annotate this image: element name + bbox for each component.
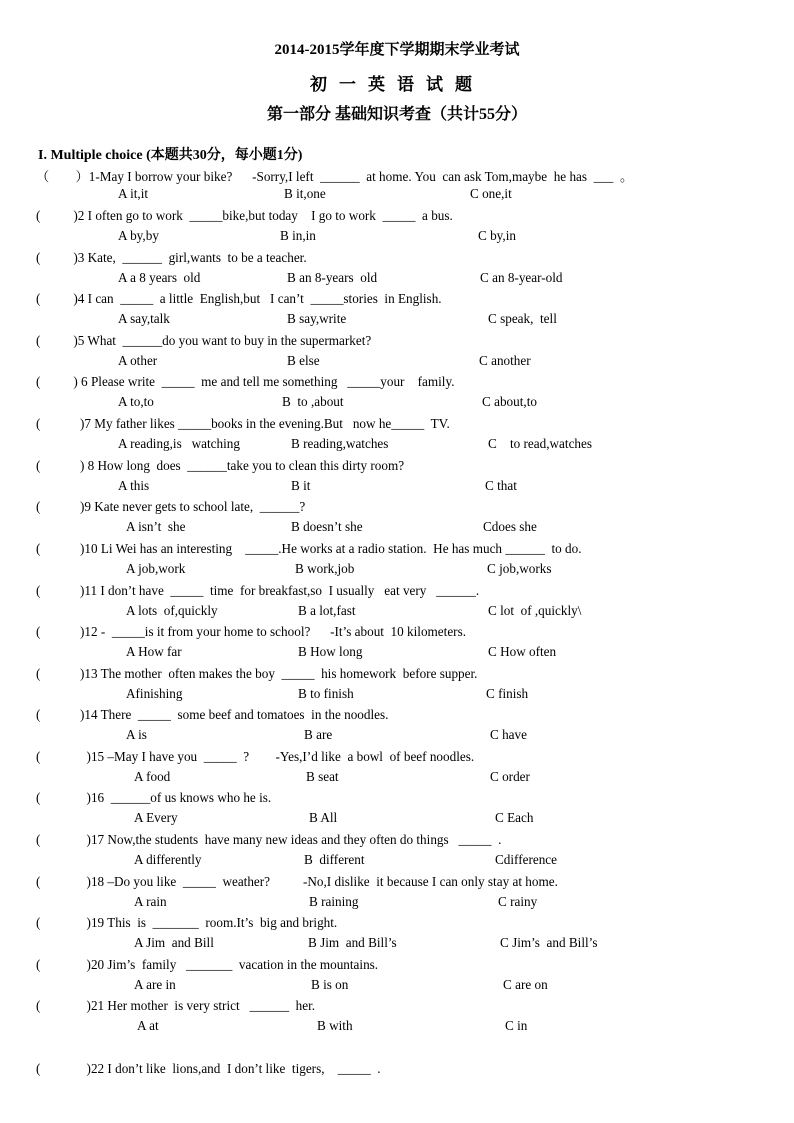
option-b: B doesn’t she	[291, 519, 363, 534]
question-stem: ( )15 –May I have you _____ ? -Yes,I’d like a bowl of beef noodles.	[36, 749, 475, 764]
option-c: C Jim’s and Bill’s	[500, 935, 598, 950]
question-stem: ( )7 My father likes _____books in the evening.But now he_____ TV.	[36, 416, 450, 431]
option-c: C in	[505, 1018, 528, 1033]
question-stem: ( )4 I can _____ a little English,but I can’t _____stories in English.	[36, 291, 442, 306]
option-c: C one,it	[470, 186, 512, 201]
option-b: B All	[309, 810, 338, 825]
question-item	[0, 666, 794, 708]
question-stem: ( )12 - _____is it from your home to school? -It’s about 10 kilometers.	[36, 624, 466, 639]
option-a: A differently	[134, 852, 202, 867]
question-stem: ( )17 Now,the students have many new ideas and they often do things _____ .	[36, 832, 502, 847]
option-b: B it,one	[284, 186, 326, 201]
option-c: C job,works	[487, 561, 552, 576]
question-item	[0, 541, 794, 583]
option-b: B How long	[298, 644, 363, 659]
question-item	[0, 874, 794, 916]
question-stem: ( )21 Her mother is very strict ______ her.	[36, 998, 316, 1013]
question-stem: ( )16 ______of us knows who he is.	[36, 790, 272, 805]
option-a: A food	[134, 769, 171, 784]
question-item	[0, 1061, 794, 1103]
question-item	[0, 583, 794, 625]
option-a: A rain	[134, 894, 167, 909]
option-a: A a 8 years old	[118, 270, 201, 285]
option-c: C finish	[486, 686, 529, 701]
option-a: A is	[126, 727, 147, 742]
option-b: B different	[304, 852, 365, 867]
question-stem: ( ) 8 How long does ______take you to clean this dirty room?	[36, 458, 405, 473]
question-item	[0, 166, 794, 208]
option-b: B it	[291, 478, 311, 493]
question-stem: ( )14 There _____ some beef and tomatoes in the noodles.	[36, 707, 389, 722]
option-b: B else	[287, 353, 320, 368]
option-a: A job,work	[126, 561, 186, 576]
option-c: C about,to	[482, 394, 537, 409]
option-a: A How far	[126, 644, 182, 659]
option-c: C lot of ,quickly\	[488, 603, 582, 618]
question-stem: （ ）1-May I borrow your bike? -Sorry,I left ______ at home. You can ask Tom,maybe he has ___ 。	[36, 169, 634, 184]
option-c: C to read,watches	[488, 436, 592, 451]
question-item	[0, 208, 794, 250]
question-stem: ( )5 What ______do you want to buy in the supermarket?	[36, 333, 372, 348]
option-c: C How often	[488, 644, 557, 659]
question-item	[0, 291, 794, 333]
option-b: B Jim and Bill’s	[308, 935, 397, 950]
part-heading: 第一部分 基础知识考查（共计55分）	[266, 106, 527, 123]
question-stem: ( )3 Kate, ______ girl,wants to be a teacher.	[36, 250, 307, 265]
option-b: B seat	[306, 769, 339, 784]
option-b: B in,in	[280, 228, 316, 243]
option-a: A this	[118, 478, 150, 493]
option-c: C another	[479, 353, 531, 368]
option-a: A say,talk	[118, 311, 170, 326]
option-c: Cdoes she	[483, 519, 537, 534]
question-item	[0, 957, 794, 999]
option-b: B work,job	[295, 561, 355, 576]
option-a: Afinishing	[126, 686, 183, 701]
question-stem: ( )11 I don’t have _____ time for breakfast,so I usually eat very ______.	[36, 583, 480, 598]
exam-subtitle: 初一英语试题	[310, 75, 484, 94]
option-a: A by,by	[118, 228, 159, 243]
option-c: C an 8-year-old	[480, 270, 563, 285]
question-item	[0, 250, 794, 292]
option-c: C are on	[503, 977, 548, 992]
option-c: C have	[490, 727, 527, 742]
question-stem: ( )18 –Do you like _____ weather? -No,I dislike it because I can only stay at home.	[36, 874, 558, 889]
question-stem: ( )13 The mother often makes the boy _____ his homework before supper.	[36, 666, 478, 681]
option-b: B is on	[311, 977, 349, 992]
option-a: A are in	[134, 977, 176, 992]
option-b: B a lot,fast	[298, 603, 356, 618]
option-c: Cdifference	[495, 852, 557, 867]
exam-title: 2014-2015学年度下学期期末学业考试	[274, 42, 520, 58]
option-a: A it,it	[118, 186, 149, 201]
section-heading: I. Multiple choice (本题共30分，每小题1分)	[38, 148, 303, 163]
option-c: C order	[490, 769, 530, 784]
question-stem: ( )19 This is _______ room.It’s big and bright.	[36, 915, 338, 930]
question-item	[0, 499, 794, 541]
option-a: A reading,is watching	[118, 436, 240, 451]
option-a: A Every	[134, 810, 178, 825]
question-item	[0, 707, 794, 749]
question-item	[0, 458, 794, 500]
option-b: B to finish	[298, 686, 354, 701]
option-a: A other	[118, 353, 158, 368]
question-stem: ( )22 I don’t like lions,and I don’t like tigers, _____ .	[36, 1061, 381, 1076]
question-item	[0, 624, 794, 666]
option-c: C by,in	[478, 228, 516, 243]
option-c: C speak, tell	[488, 311, 557, 326]
question-item	[0, 749, 794, 791]
question-stem: ( )2 I often go to work _____bike,but today I go to work _____ a bus.	[36, 208, 453, 223]
option-a: A at	[137, 1018, 159, 1033]
question-stem: ( )10 Li Wei has an interesting _____.He works at a radio station. He has much ______ to do.	[36, 541, 582, 556]
option-c: C Each	[495, 810, 534, 825]
question-item	[0, 374, 794, 416]
question-stem: ( )20 Jim’s family _______ vacation in the mountains.	[36, 957, 379, 972]
question-item	[0, 333, 794, 375]
option-b: B with	[317, 1018, 353, 1033]
option-a: A Jim and Bill	[134, 935, 214, 950]
option-b: B are	[304, 727, 333, 742]
option-c: C that	[485, 478, 517, 493]
question-stem: ( ) 6 Please write _____ me and tell me something _____your family.	[36, 374, 455, 389]
question-item	[0, 915, 794, 957]
option-b: B an 8-years old	[287, 270, 378, 285]
question-item	[0, 998, 794, 1040]
question-item	[0, 416, 794, 458]
question-stem: ( )9 Kate never gets to school late, ______?	[36, 499, 306, 514]
option-c: C rainy	[498, 894, 538, 909]
option-a: A lots of,quickly	[126, 603, 218, 618]
question-item	[0, 790, 794, 832]
option-b: B reading,watches	[291, 436, 389, 451]
option-b: B say,write	[287, 311, 347, 326]
option-b: B raining	[309, 894, 359, 909]
option-b: B to ,about	[282, 394, 344, 409]
question-item	[0, 832, 794, 874]
option-a: A to,to	[118, 394, 154, 409]
option-a: A isn’t she	[126, 519, 186, 534]
